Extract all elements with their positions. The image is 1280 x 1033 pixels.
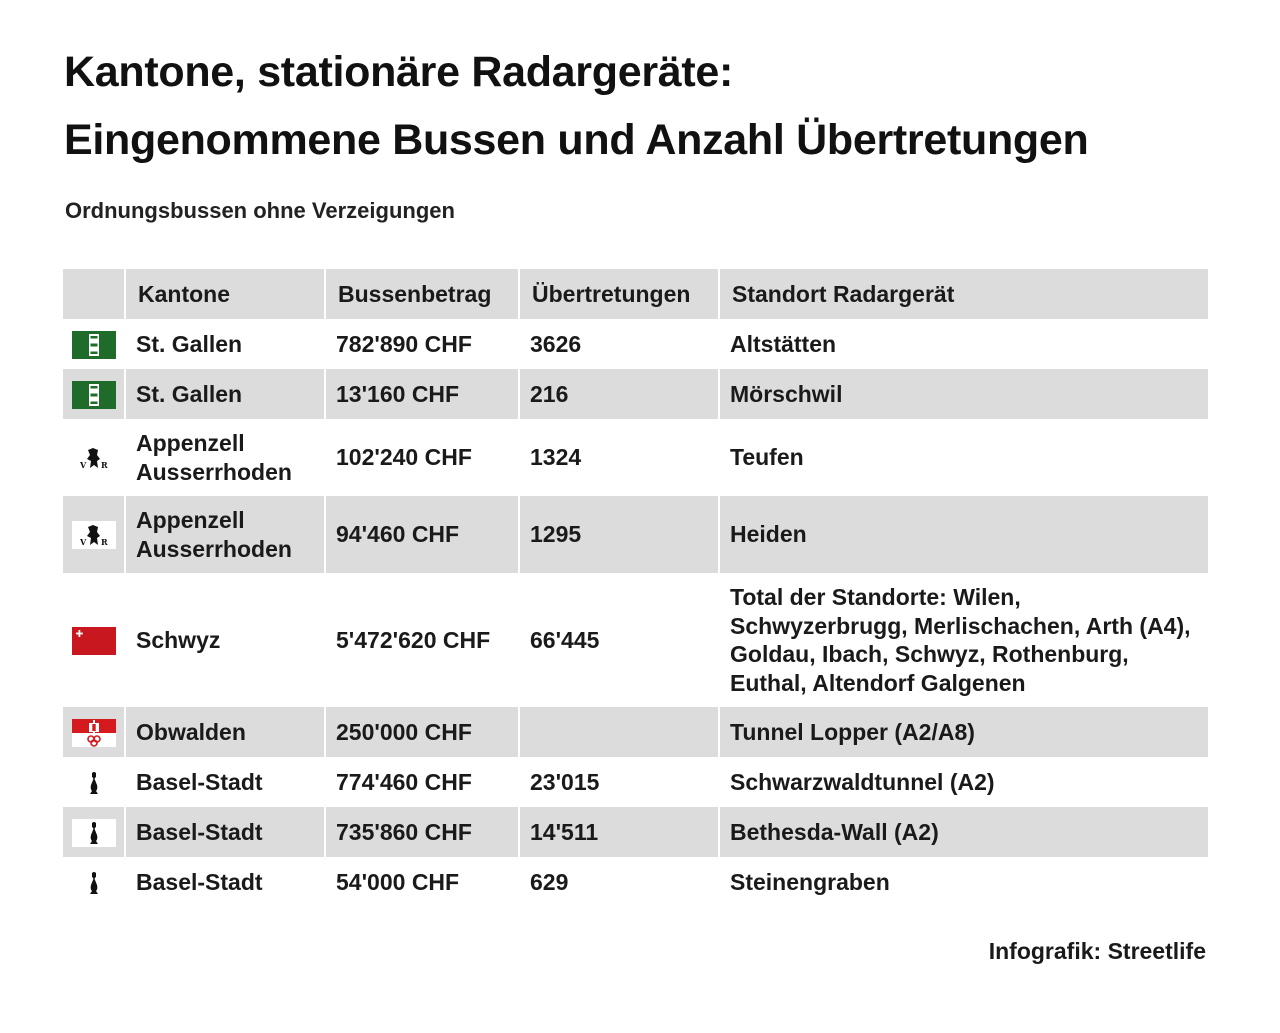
cell-uebertretungen: 23'015 [520,757,720,807]
basel-stadt-flag-icon [72,869,116,897]
header-bussenbetrag: Bussenbetrag [326,269,520,319]
header-kantone: Kantone [126,269,326,319]
cell-betrag: 782'890 CHF [326,319,520,369]
st-gallen-flag-icon [72,331,116,359]
cell-betrag: 735'860 CHF [326,807,520,857]
flag-cell [63,369,126,419]
cell-betrag: 774'460 CHF [326,757,520,807]
svg-text:R: R [100,537,108,548]
flag-cell [63,319,126,369]
cell-standort: Mörschwil [720,369,1208,419]
title-line-2: Eingenommene Bussen und Anzahl Übertretungen [64,116,1089,164]
cell-kanton: Appenzell Ausserrhoden [126,496,326,573]
cell-standort: Heiden [720,496,1208,573]
cell-uebertretungen: 629 [520,857,720,907]
footer-credit: Infografik: Streetlife [988,938,1206,964]
table-row [63,573,1208,707]
flag-cell [63,496,126,573]
cell-kanton: St. Gallen [126,369,326,419]
cell-betrag: 250'000 CHF [326,707,520,757]
cell-betrag: 94'460 CHF [326,496,520,573]
table-row [63,496,1208,573]
flag-cell [63,419,126,496]
cell-kanton: Obwalden [126,707,326,757]
cell-uebertretungen [520,707,720,757]
schwyz-flag-icon [72,627,116,655]
cell-kanton: Basel-Stadt [126,807,326,857]
page-title [64,38,1224,174]
cell-standort: Schwarzwaldtunnel (A2) [720,757,1208,807]
table-row [63,707,1208,757]
cell-standort: Altstätten [720,319,1208,369]
st-gallen-flag-icon [72,381,116,409]
appenzell-ausserrhoden-flag-icon [72,521,116,549]
cell-betrag: 102'240 CHF [326,419,520,496]
radar-table [63,269,1208,907]
cell-uebertretungen: 3626 [520,319,720,369]
table-row [63,757,1208,807]
svg-text:V: V [79,537,86,548]
cell-standort: Teufen [720,419,1208,496]
basel-stadt-flag-icon [72,819,116,847]
table-row [63,419,1208,496]
cell-uebertretungen: 216 [520,369,720,419]
table-header-row [63,269,1208,319]
cell-betrag: 54'000 CHF [326,857,520,907]
subtitle: Ordnungsbussen ohne Verzeigungen [65,198,455,223]
cell-standort: Bethesda-Wall (A2) [720,807,1208,857]
flag-cell [63,807,126,857]
table-row [63,369,1208,419]
flag-cell [63,757,126,807]
svg-text:R: R [100,460,108,471]
basel-stadt-flag-icon [72,769,116,797]
title-line-1: Kantone, stationäre Radargeräte: [64,48,734,96]
cell-standort: Steinengraben [720,857,1208,907]
flag-cell [63,857,126,907]
cell-uebertretungen: 1295 [520,496,720,573]
obwalden-flag-icon [72,719,116,747]
cell-kanton: Appenzell Ausserrhoden [126,419,326,496]
cell-uebertretungen: 14'511 [520,807,720,857]
table-row [63,319,1208,369]
cell-kanton: Schwyz [126,573,326,707]
flag-cell [63,573,126,707]
table-row [63,807,1208,857]
cell-kanton: Basel-Stadt [126,757,326,807]
cell-kanton: St. Gallen [126,319,326,369]
cell-betrag: 5'472'620 CHF [326,573,520,707]
header-flag [63,269,126,319]
cell-betrag: 13'160 CHF [326,369,520,419]
cell-kanton: Basel-Stadt [126,857,326,907]
cell-standort: Total der Standorte: Wilen, Schwyzerbrugg, Merlischachen, Arth (A4), Goldau, Ibach, Schwyz, Rothenburg, Euthal, Altendorf Galgenen [720,573,1208,707]
cell-uebertretungen: 1324 [520,419,720,496]
svg-text:V: V [79,460,86,471]
header-uebertretungen: Übertretungen [520,269,720,319]
table-row [63,857,1208,907]
cell-standort: Tunnel Lopper (A2/A8) [720,707,1208,757]
header-standort: Standort Radargerät [720,269,1208,319]
cell-uebertretungen: 66'445 [520,573,720,707]
flag-cell [63,707,126,757]
appenzell-ausserrhoden-flag-icon [72,444,116,472]
